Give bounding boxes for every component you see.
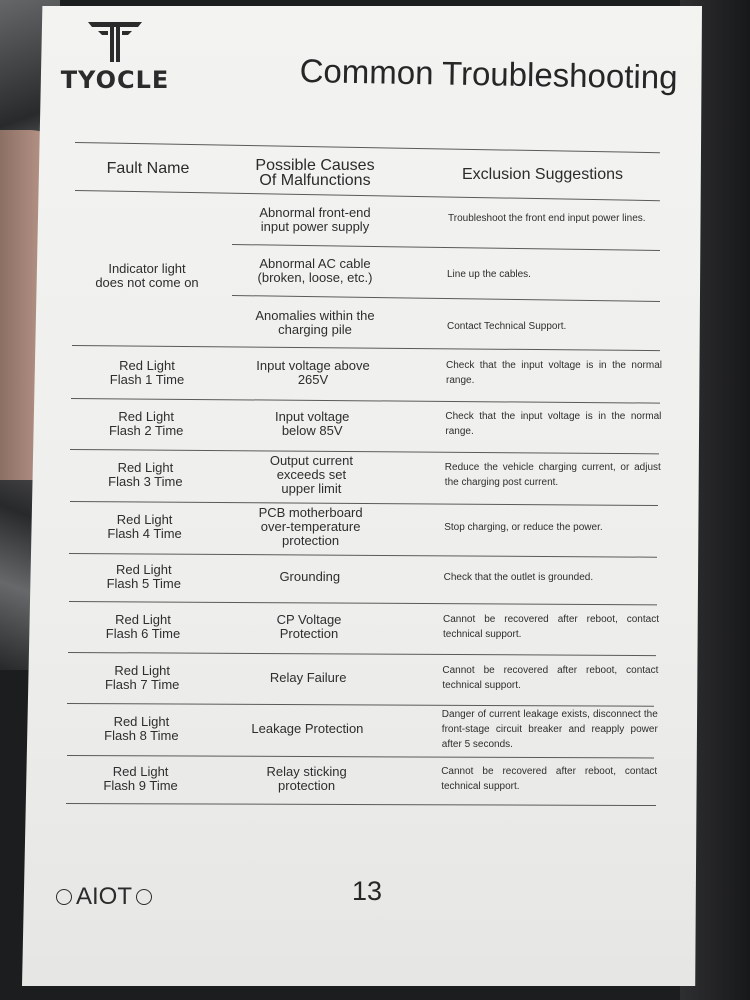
footer-brand-text: AIOT bbox=[76, 883, 133, 910]
fault-red-light-flash-9: Red Light Flash 9 Time bbox=[103, 764, 178, 793]
suggestion-ac-cable: Line up the cables. bbox=[447, 269, 531, 280]
cause-charging-pile: Anomalies within the charging pile bbox=[255, 308, 375, 337]
header-possible-causes: Possible Causes Of Malfunctions bbox=[255, 157, 375, 189]
row-rule bbox=[232, 295, 660, 302]
circle-icon bbox=[56, 889, 72, 905]
cause-flash-7: Relay Failure bbox=[269, 669, 347, 685]
fault-red-light-flash-7: Red Light Flash 7 Time bbox=[104, 662, 180, 692]
cause-front-end-power: Abnormal front-end input power supply bbox=[259, 205, 371, 234]
suggestion-flash-2: Check that the input voltage is in the normal range. bbox=[445, 410, 662, 437]
fault-red-light-flash-4: Red Light Flash 4 Time bbox=[107, 512, 182, 541]
cause-flash-9: Relay sticking protection bbox=[266, 764, 347, 793]
circle-icon bbox=[136, 889, 152, 905]
footer-brand bbox=[56, 883, 152, 911]
suggestion-flash-6: Cannot be recovered after reboot, contact technical support. bbox=[443, 613, 659, 640]
row-rule bbox=[68, 652, 655, 656]
row-rule bbox=[72, 345, 660, 352]
cause-flash-6: CP Voltage Protection bbox=[276, 611, 342, 641]
row-rule bbox=[69, 601, 657, 606]
table-bottom-rule bbox=[66, 803, 656, 806]
row-rule bbox=[232, 244, 660, 251]
row-rule bbox=[67, 755, 654, 759]
cause-flash-3: Output current exceeds set upper limit bbox=[269, 453, 353, 496]
cause-flash-2: Input voltage below 85V bbox=[274, 408, 350, 438]
suggestion-flash-7: Cannot be recovered after reboot, contact technical support. bbox=[442, 664, 659, 691]
fault-indicator-light: Indicator light does not come on bbox=[95, 261, 199, 290]
row-rule bbox=[71, 398, 660, 404]
fault-red-light-flash-5: Red Light Flash 5 Time bbox=[106, 562, 181, 591]
suggestion-flash-8: Danger of current leakage exists, disconnect the front-stage circuit breaker and reapply power after 5 seconds. bbox=[441, 708, 658, 750]
header-fault-name: Fault Name bbox=[106, 160, 190, 177]
cause-flash-1: Input voltage above 265V bbox=[256, 357, 370, 387]
cause-flash-5: Grounding bbox=[279, 569, 341, 584]
suggestion-flash-5: Check that the outlet is grounded. bbox=[443, 571, 594, 583]
table-top-rule bbox=[75, 142, 660, 154]
suggestion-flash-4: Stop charging, or reduce the power. bbox=[444, 521, 603, 533]
header-exclusion-suggestions: Exclusion Suggestions bbox=[462, 166, 623, 183]
fault-red-light-flash-1: Red Light Flash 1 Time bbox=[109, 357, 185, 387]
fault-red-light-flash-8: Red Light Flash 8 Time bbox=[104, 714, 179, 743]
suggestion-front-end-power: Troubleshoot the front end input power lines. bbox=[448, 213, 646, 224]
fault-red-light-flash-2: Red Light Flash 2 Time bbox=[108, 408, 184, 438]
suggestion-flash-3: Reduce the vehicle charging current, or adjust the charging post current. bbox=[444, 462, 661, 488]
fault-red-light-flash-6: Red Light Flash 6 Time bbox=[105, 611, 181, 641]
suggestion-charging-pile: Contact Technical Support. bbox=[447, 321, 567, 332]
logo-text: TYOCLE bbox=[60, 66, 170, 94]
page-title: Common Troubleshooting bbox=[299, 52, 678, 96]
header-bottom-rule bbox=[75, 190, 660, 202]
suggestion-flash-9: Cannot be recovered after reboot, contact technical support. bbox=[441, 766, 658, 792]
cause-flash-4: PCB motherboard over-temperature protection bbox=[258, 505, 363, 548]
suggestion-flash-1: Check that the input voltage is in the normal range. bbox=[446, 359, 662, 386]
cause-ac-cable: Abnormal AC cable (broken, loose, etc.) bbox=[257, 256, 373, 285]
row-rule bbox=[69, 553, 657, 558]
page-number: 13 bbox=[352, 876, 383, 906]
fault-red-light-flash-3: Red Light Flash 3 Time bbox=[108, 460, 183, 489]
cause-flash-8: Leakage Protection bbox=[251, 721, 364, 736]
